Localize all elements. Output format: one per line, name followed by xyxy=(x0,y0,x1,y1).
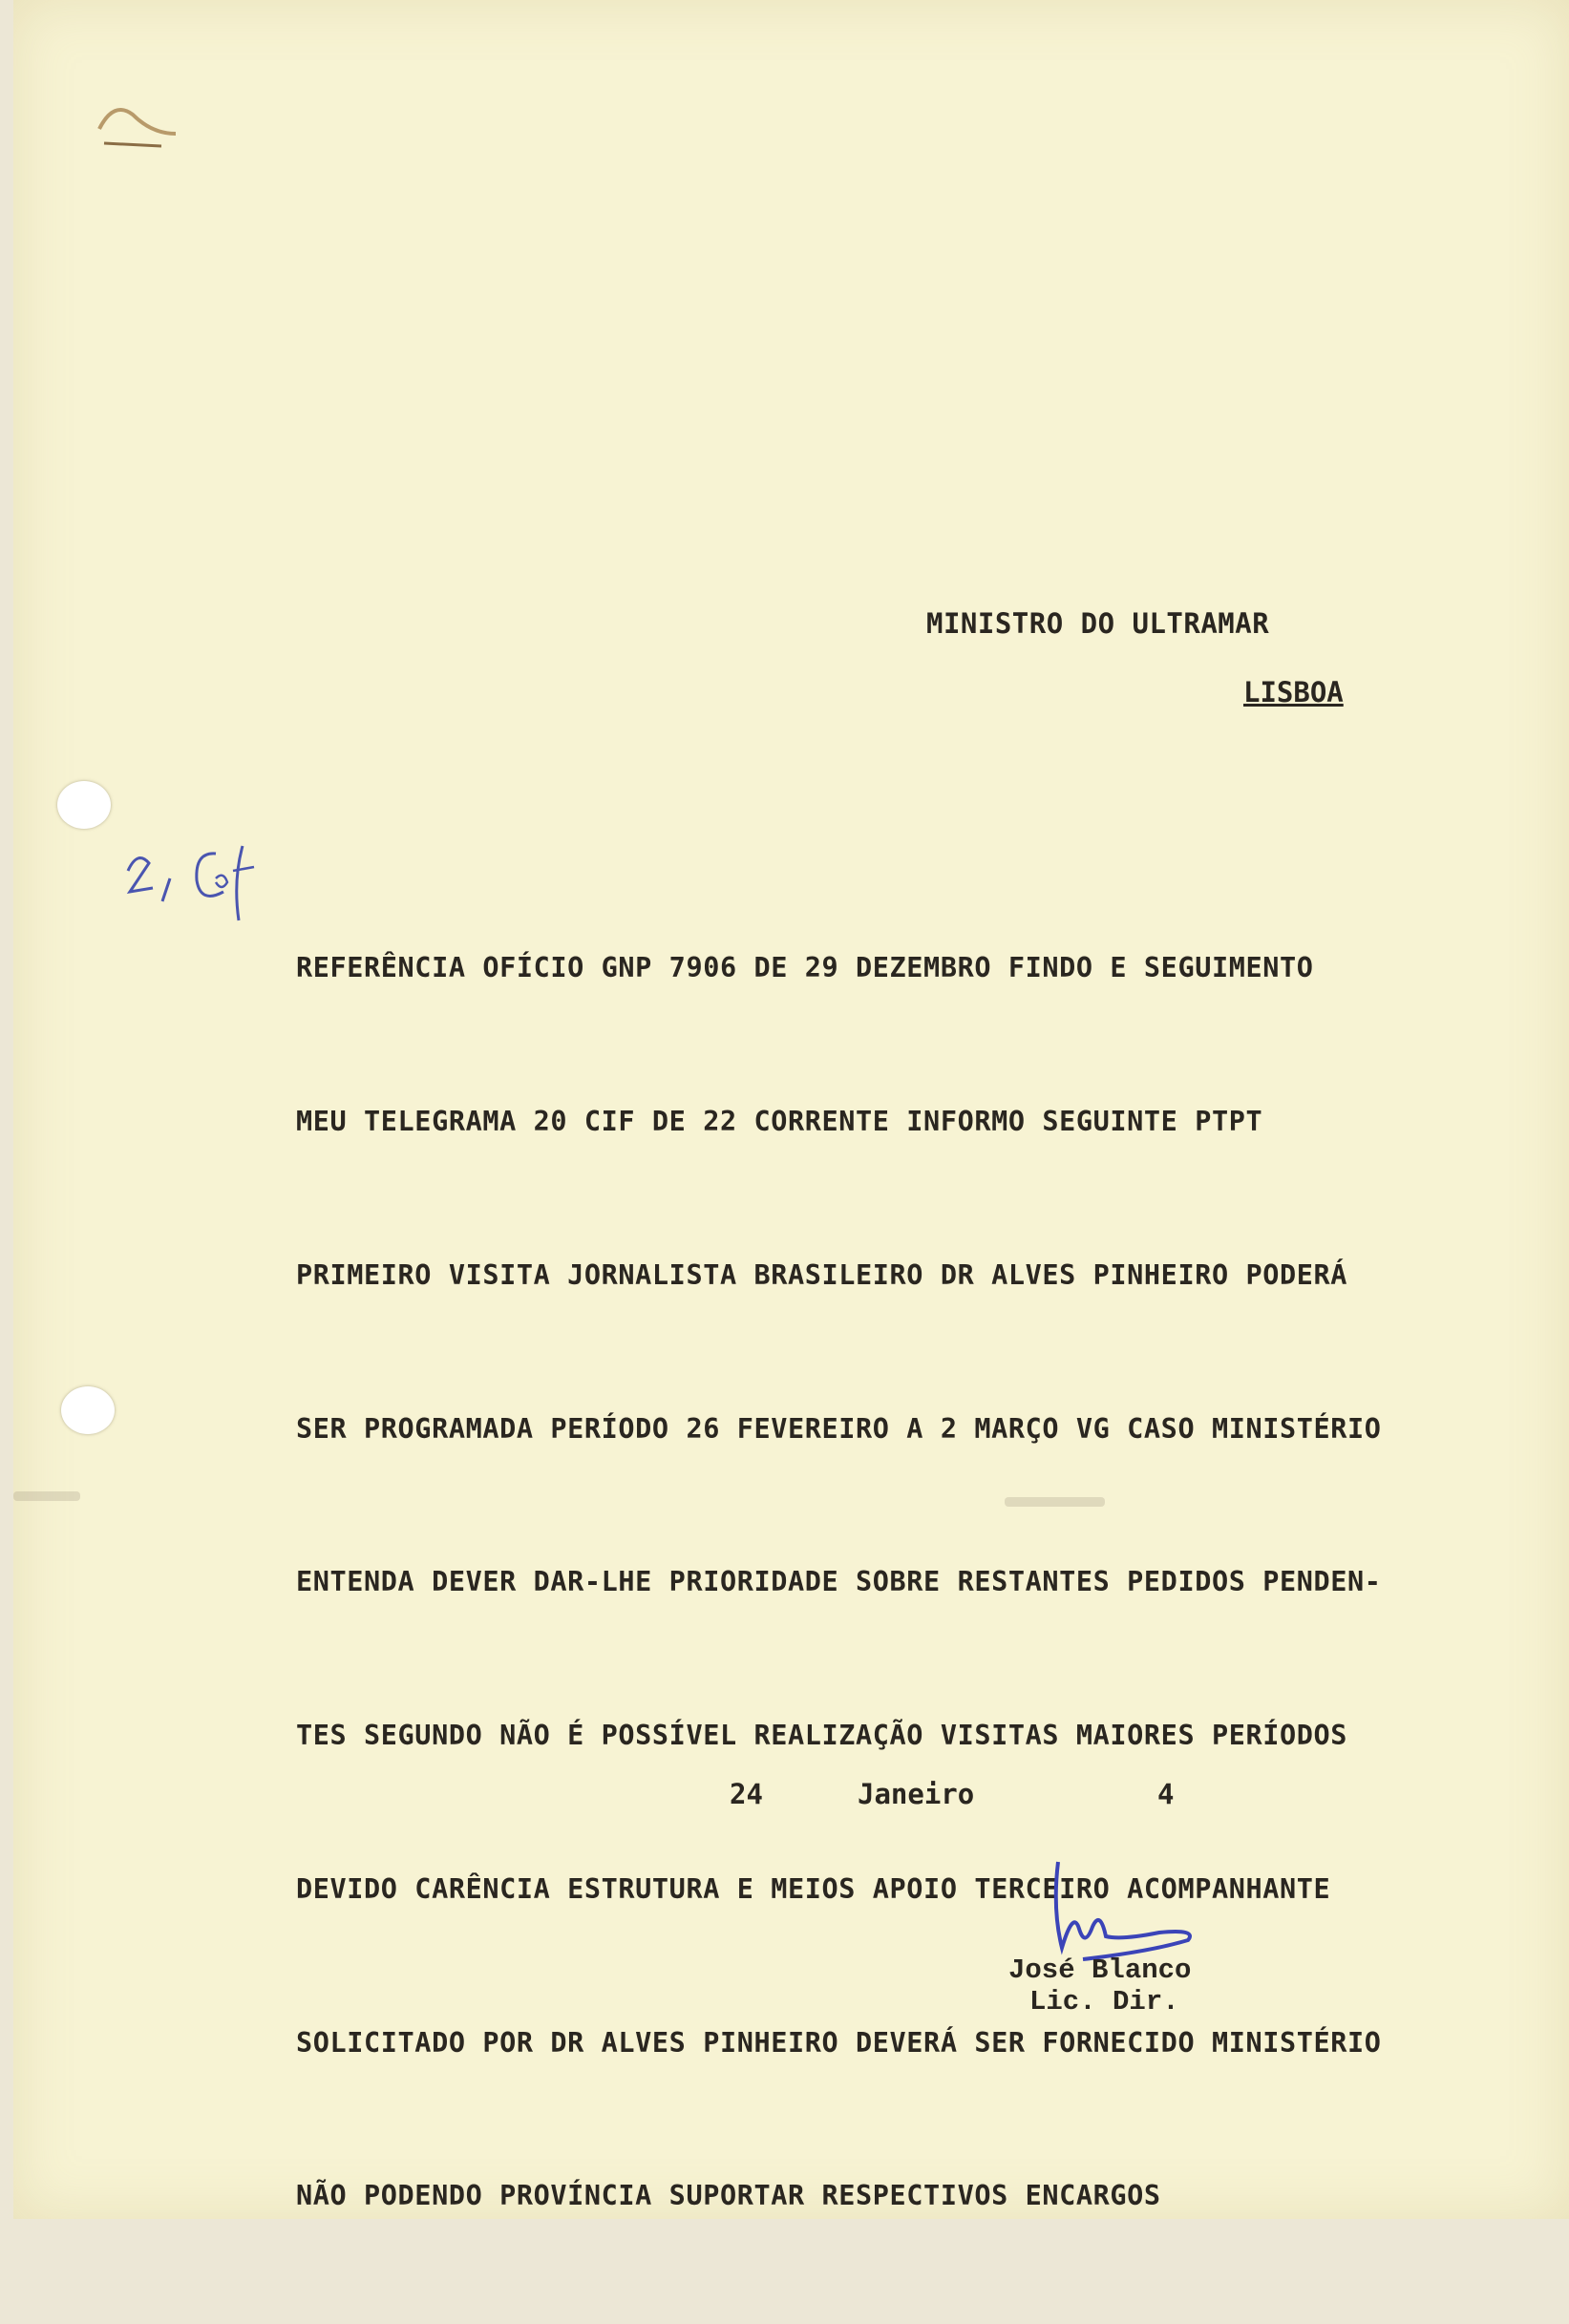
signatory-title: Lic. Dir. xyxy=(1029,1986,1179,2018)
message-body xyxy=(296,840,1382,2324)
punch-hole-bottom xyxy=(61,1386,115,1434)
body-line: DEVIDO CARÊNCIA ESTRUTURA E MEIOS APOIO TERCEIRO ACOMPANHANTE xyxy=(296,1872,1331,1905)
signatory-name: José Blanco xyxy=(1008,1954,1192,1986)
addressee-city: LISBOA xyxy=(1243,676,1344,708)
handwritten-margin-note xyxy=(120,833,283,928)
date-day: 24 xyxy=(730,1778,763,1810)
date-month: Janeiro xyxy=(858,1778,975,1810)
date-number: 4 xyxy=(1157,1778,1175,1810)
body-line: MEU TELEGRAMA 20 CIF DE 22 CORRENTE INFORMO SEGUINTE PTPT xyxy=(296,1105,1263,1137)
body-line: NÃO PODENDO PROVÍNCIA SUPORTAR RESPECTIVOS ENCARGOS xyxy=(296,2180,1161,2212)
body-line: TES SEGUNDO NÃO É POSSÍVEL REALIZAÇÃO VISITAS MAIORES PERÍODOS xyxy=(296,1720,1348,1752)
body-line: SOLICITADO POR DR ALVES PINHEIRO DEVERÁ SER FORNECIDO MINISTÉRIO xyxy=(296,2026,1382,2059)
punch-hole-top xyxy=(57,781,111,829)
smudge-left xyxy=(13,1491,80,1501)
paper-tear-mark xyxy=(95,91,180,158)
addressee: MINISTRO DO ULTRAMAR xyxy=(926,607,1270,640)
document-page xyxy=(13,0,1569,2219)
body-line: SER PROGRAMADA PERÍODO 26 FEVEREIRO A 2 MARÇO VG CASO MINISTÉRIO xyxy=(296,1412,1382,1445)
body-line: REFERÊNCIA OFÍCIO GNP 7906 DE 29 DEZEMBRO FINDO E SEGUIMENTO xyxy=(296,952,1314,984)
body-line: ENTENDA DEVER DAR-LHE PRIORIDADE SOBRE RESTANTES PEDIDOS PENDEN- xyxy=(296,1566,1382,1598)
body-line: PRIMEIRO VISITA JORNALISTA BRASILEIRO DR ALVES PINHEIRO PODERÁ xyxy=(296,1258,1348,1291)
